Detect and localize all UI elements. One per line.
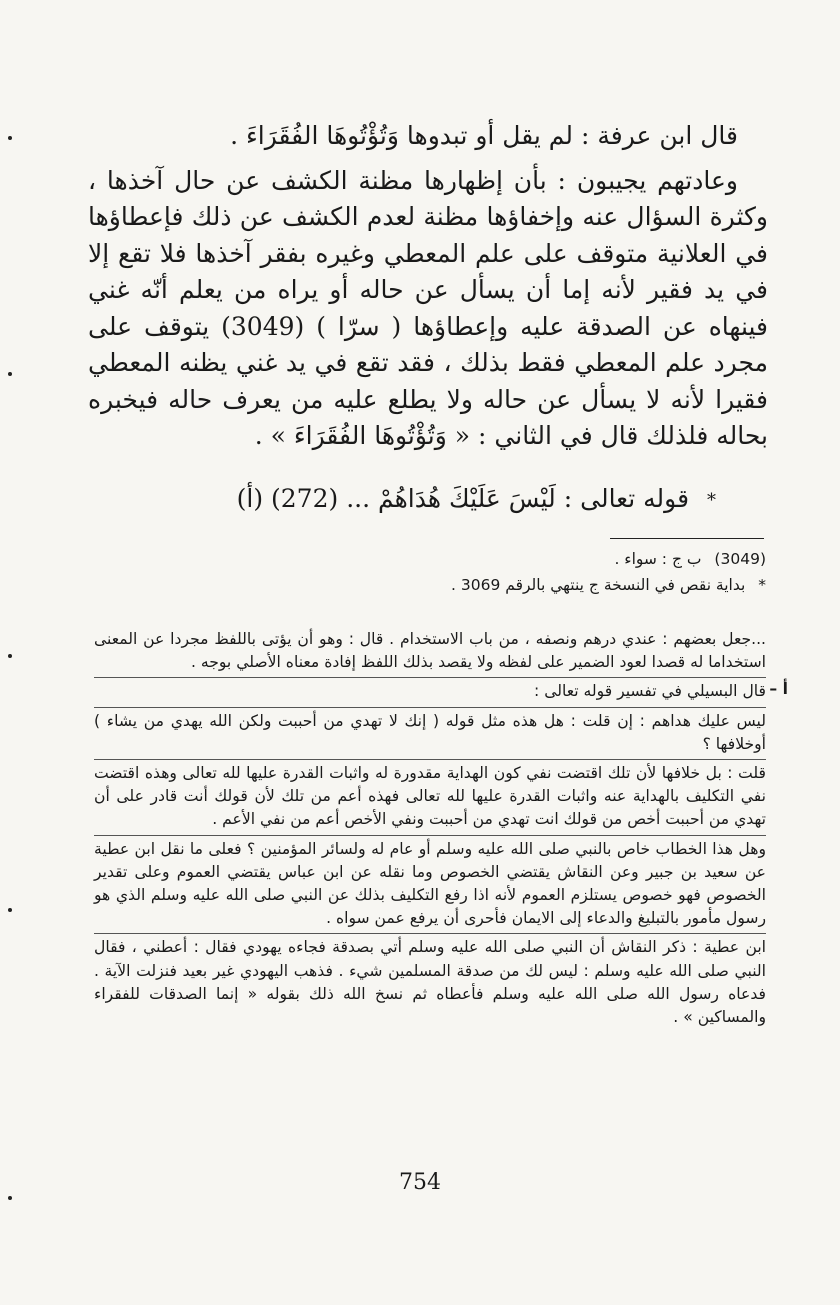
- verse-heading: [100, 482, 716, 518]
- note-question-1: ليس عليك هداهم : إن قلت : هل هذه مثل قوله ( إنك لا تهدي من أحببت ولكن الله يهدي من يشاء ) أوخلافها ؟: [94, 707, 766, 756]
- margin-mark: [8, 372, 12, 376]
- footnote-2-star: *: [758, 576, 766, 594]
- heading-text: قوله تعالى : لَيْسَ عَلَيْكَ هُدَاهُمْ ... (272) (أ): [236, 484, 690, 513]
- note-ibn-atiya: ابن عطية : ذكر النقاش أن النبي صلى الله عليه وسلم أتي بصدقة فجاءه يهودي فقال : أعطني ، فقال النبي صلى الله عليه وسلم : ليس لك من صدقة المسلمين شيء . فذهب اليهودي غير بعيد فنزلت الآية . فدعاه رسول الله صلى الله عليه وسلم فأعطاه ثم نسخ الله ذلك بقوله « إنما الصدقات للفقراء والمساكين » .: [94, 933, 766, 1029]
- heading-star: *: [707, 489, 716, 511]
- footnote-divider: [610, 538, 764, 539]
- note-alef-block: [94, 677, 788, 703]
- main-text: [88, 118, 768, 455]
- footnote-1: [330, 548, 766, 570]
- note-answer-1: قلت : بل خلافها لأن تلك اقتضت نفي كون الهداية مقدورة له واثبات القدرة عليها لله تعالى وهذه اقتضت نفي التكليف بالهداية عنه واثبات القدرة عليها لله تعالى فهذه أعم من تلك لأن قولك أنت قادر على أن تهدي من أحببت أخص من قولك انت تهدي من أحببت ونفي الأخص أعم من نفي الأعم .: [94, 759, 766, 832]
- note-question-2: وهل هذا الخطاب خاص بالنبي صلى الله عليه وسلم أو عام له ولسائر المؤمنين ؟ فعلى ما نقل ابن عطية عن سعيد بن جبير وعن النقاش يقتضي الخصوص وما نقله عن ابن عباس يقتضي العموم وعلى تقدير الخصوص فهو خصوص يستلزم العموم لأنه اذا رفع التكليف بذلك عن النبي صلى الله عليه وسلم الذي هو رسول مأمور بالتبليغ والدعاء إلى الايمان فأحرى أن يرفع عمن سواه .: [94, 835, 766, 931]
- notes-intro: ...جعل بعضهم : عندي درهم ونصفه ، من باب الاستخدام . قال : وهو أن يؤتى باللفظ مجردا عن المعنى استخداما له قصدا لعود الضمير على لفظه ولا يقصد بذلك اللفظ إفادة معناه الأصلي بوجه .: [94, 630, 766, 672]
- footnote-2-text: بداية نقص في النسخة ج ينتهي بالرقم 3069 .: [451, 576, 746, 594]
- commentary-notes: [94, 628, 788, 1029]
- margin-mark: [8, 1196, 12, 1200]
- note-basili: قال البسيلي في تفسير قوله تعالى :: [534, 682, 766, 701]
- margin-mark: [8, 908, 12, 912]
- margin-mark: [8, 136, 12, 140]
- main-paragraph: وعادتهم يجيبون : بأن إظهارها مظنة الكشف عن حال آخذها ، وكثرة السؤال عنه وإخفاؤها مظنة لعدم الكشف عن ذلك فإعطاؤها في العلانية متوقف على علم المعطي وغيره بفقر آخذها فلا تقع إلا في يد فقير لأنه إما أن يسأل عن حاله أو يراه من يعلم أنّه غني فينهاه عن الصدقة عليه وإعطاؤها ( سرّا ) (3049) يتوقف على مجرد علم المعطي فقط بذلك ، فقد تقع في يد غني يظنه المعطي فقيرا لأنه لا يسأل عن حاله ولا يطلع عليه من يعرف حاله فيخبره بحاله فلذلك قال في الثاني : « وَتُؤْتُوهَا الفُقَرَاءَ » .: [88, 165, 768, 450]
- footnote-1-number: (3049): [714, 550, 766, 568]
- page-number: 754: [399, 1170, 441, 1195]
- main-first-line: قال ابن عرفة : لم يقل أو تبدوها وَتُؤْتُوهَا الفُقَرَاءَ .: [230, 121, 738, 150]
- footnote-2: [330, 574, 766, 596]
- margin-mark: [8, 654, 12, 658]
- note-alef-marker: أ –: [769, 680, 788, 699]
- footnote-1-text: ب ج : سواء .: [614, 550, 702, 568]
